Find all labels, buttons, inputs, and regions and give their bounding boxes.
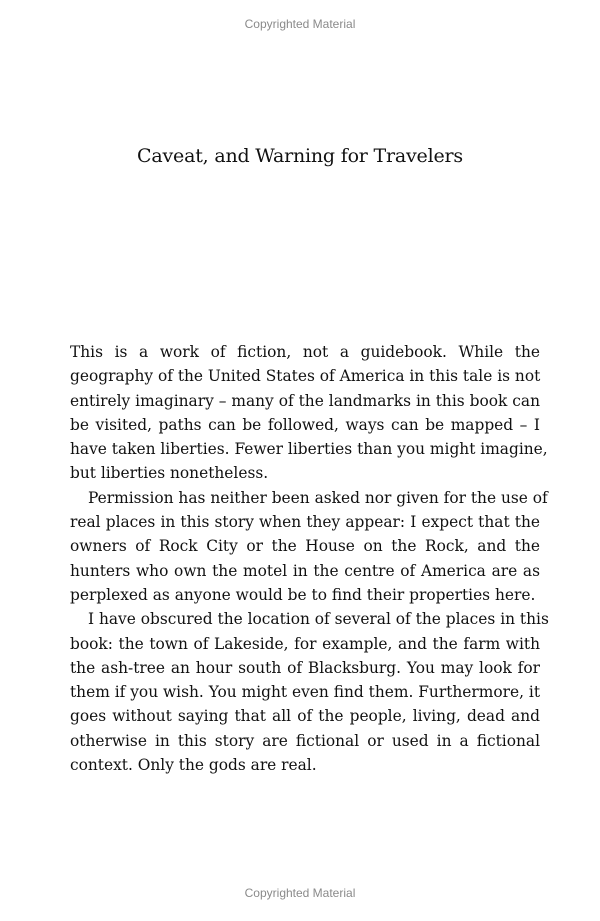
- text-line: This is a work of fiction, not a guidebook. While the: [70, 343, 540, 361]
- text-line: goes without saying that all of the people, living, dead and: [70, 707, 540, 726]
- text-line: entirely imaginary – many of the landmarks in this book can: [70, 391, 540, 410]
- copyright-watermark-bottom: Copyrighted Material: [244, 886, 356, 900]
- page-title: Caveat, and Warning for Travelers: [137, 145, 463, 167]
- text-line: Permission has neither been asked nor given for the use of: [88, 488, 548, 507]
- text-line: them if you wish. You might even find them. Furthermore, it: [70, 683, 540, 702]
- body-text: [70, 340, 549, 777]
- text-line: geography of the United States of America in this tale is not: [70, 367, 541, 386]
- text-line: perplexed as anyone would be to find their properties here.: [70, 585, 536, 604]
- text-line: book: the town of Lakeside, for example, and the farm with: [70, 634, 540, 653]
- paragraph: [70, 340, 548, 486]
- copyright-watermark-top: Copyrighted Material: [244, 17, 356, 31]
- text-line: otherwise in this story are fictional or used in a fictional: [70, 731, 540, 750]
- text-line: I have obscured the location of several of the places in this: [88, 610, 549, 629]
- text-line: the ash-tree an hour south of Blacksburg. You may look for: [70, 658, 540, 677]
- paragraph: [70, 607, 549, 777]
- text-line: context. Only the gods are real.: [70, 756, 317, 775]
- text-line: have taken liberties. Fewer liberties than you might imagine,: [70, 440, 548, 459]
- text-line: owners of Rock City or the House on the Rock, and the: [70, 537, 540, 556]
- text-line: hunters who own the motel in the centre of America are as: [70, 561, 540, 580]
- text-line: be visited, paths can be followed, ways can be mapped – I: [70, 415, 540, 434]
- text-line: but liberties nonetheless.: [70, 464, 269, 483]
- paragraph: [70, 486, 548, 607]
- text-line: real places in this story when they appear: I expect that the: [70, 513, 540, 532]
